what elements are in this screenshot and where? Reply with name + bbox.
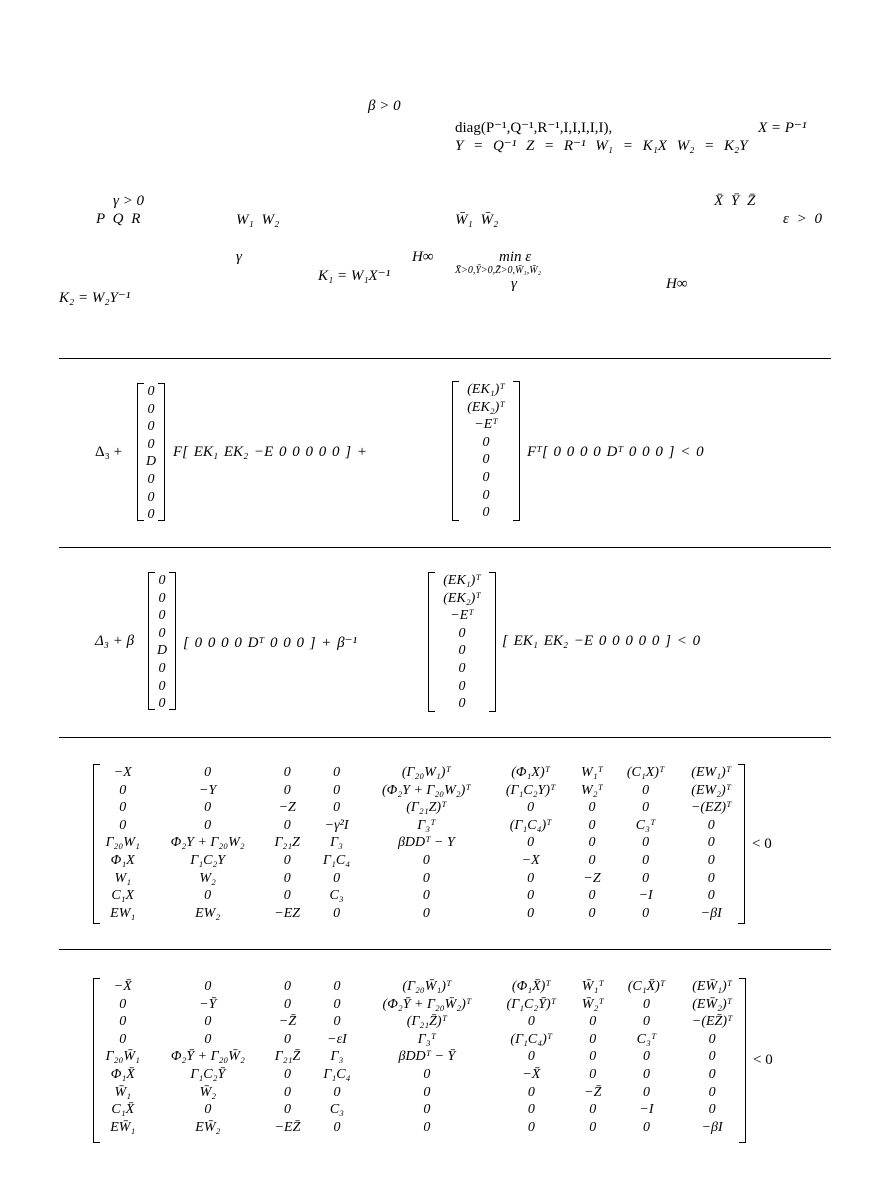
matrix-cell: 0 bbox=[707, 888, 715, 904]
h-infinity-symbol: H∞ bbox=[412, 249, 434, 265]
eq1-f-row: F[ EK₁ EK₂ −E 0 0 0 0 0 ] + bbox=[173, 444, 368, 460]
matrix-cell: W̄₂ᵀ bbox=[581, 996, 604, 1012]
eq1-col-a-entry: 0 bbox=[147, 489, 155, 505]
matrix-cell: Γ₃ᵀ bbox=[417, 1031, 437, 1047]
matrix-cell: 0 bbox=[284, 979, 291, 994]
matrix-cell: 0 bbox=[284, 1084, 291, 1100]
matrix-cell: 0 bbox=[527, 835, 535, 851]
matrix-cell: W̄₁ᵀ bbox=[581, 979, 604, 994]
matrix-cell: (C₁X)ᵀ bbox=[626, 765, 665, 780]
matrix-cell: (EW₂)ᵀ bbox=[691, 782, 732, 798]
matrix-cell: 0 bbox=[589, 1066, 597, 1082]
matrix-cell: 0 bbox=[119, 996, 127, 1012]
matrix-cell: 0 bbox=[283, 817, 291, 833]
matrix-cell: EW̄₂ bbox=[195, 1119, 221, 1135]
eq1-col-a-entry: D bbox=[145, 454, 157, 470]
matrix-cell: Γ₂₀W̄₁ bbox=[105, 1049, 140, 1065]
matrix-cell: −Z̄ bbox=[584, 1084, 602, 1100]
matrix-cell: C₃ bbox=[329, 1102, 345, 1118]
matrix-cell: 0 bbox=[588, 905, 596, 921]
gamma-condition: γ > 0 bbox=[113, 193, 145, 209]
w-variables: W₁ W₂ bbox=[236, 212, 280, 228]
matrix-cell: 0 bbox=[333, 1084, 341, 1100]
matrix-cell: −Z bbox=[583, 870, 601, 886]
matrix-cell: −(EZ̄)ᵀ bbox=[691, 1014, 733, 1030]
matrix-cell: EW₂ bbox=[195, 905, 221, 921]
matrix-cell: −(EZ)ᵀ bbox=[690, 800, 732, 816]
gamma-symbol: γ bbox=[236, 249, 242, 265]
eq2-col-b-entry: (EK₁)ᵀ bbox=[443, 573, 481, 588]
matrix-cell: (Γ₁C₄)ᵀ bbox=[509, 817, 552, 833]
matrix-cell: 0 bbox=[527, 870, 535, 886]
eq2-col-a-entry: 0 bbox=[158, 590, 166, 606]
diag-expression: diag(P⁻¹,Q⁻¹,R⁻¹,I,I,I,I,I), bbox=[455, 120, 613, 136]
eq2-row-b: [ EK₁ EK₂ −E 0 0 0 0 0 ] < 0 bbox=[502, 633, 701, 649]
matrix-cell: 0 bbox=[119, 817, 127, 833]
matrix-cell: 0 bbox=[589, 1119, 597, 1135]
matrix-cell: −εI bbox=[327, 1031, 347, 1047]
eq1-col-a-entry: 0 bbox=[147, 419, 155, 435]
w-bar-variables: W̄₁ W̄₂ bbox=[455, 212, 499, 228]
matrix-cell: 0 bbox=[589, 1014, 597, 1030]
matrix-row bbox=[93, 978, 746, 996]
matrix-cell: 0 bbox=[204, 1031, 212, 1047]
matrix-cell: Γ₁C₂Ȳ bbox=[190, 1066, 226, 1082]
matrix-row bbox=[93, 870, 745, 888]
matrix-cell: 0 bbox=[204, 979, 212, 994]
matrix-cell: Γ₁C₄ bbox=[323, 1066, 351, 1082]
matrix-cell: −X̄ bbox=[522, 1066, 541, 1082]
eq1-col-a-entry: 0 bbox=[147, 471, 155, 487]
matrix-cell: 0 bbox=[283, 782, 291, 798]
matrix-cell: −Ȳ bbox=[199, 996, 217, 1012]
eq1-col-a-entry: 0 bbox=[147, 401, 155, 417]
matrix-row bbox=[93, 834, 745, 852]
matrix-cell: 0 bbox=[588, 800, 596, 816]
matrix-row bbox=[93, 852, 745, 870]
eq1-col-a-entry: 0 bbox=[147, 436, 155, 452]
matrix-cell: (Γ₁C₄)ᵀ bbox=[510, 1031, 553, 1047]
matrix-cell: 0 bbox=[333, 905, 341, 921]
matrix-cell: 0 bbox=[589, 1031, 597, 1047]
matrix-cell: Γ₃ bbox=[330, 835, 343, 851]
matrix-cell: Φ₁X bbox=[110, 852, 135, 868]
divider-4 bbox=[59, 949, 831, 950]
matrix-cell: −βI bbox=[701, 1119, 723, 1135]
matrix-cell: −Z bbox=[278, 800, 296, 816]
matrix-cell: C₃ᵀ bbox=[635, 817, 656, 833]
matrix-cell: 0 bbox=[283, 852, 291, 868]
matrix-cell: 0 bbox=[708, 1049, 716, 1065]
eq1-ft-row: Fᵀ[ 0 0 0 0 Dᵀ 0 0 0 ] < 0 bbox=[527, 444, 704, 460]
matrix-cell: 0 bbox=[284, 1066, 291, 1082]
matrix-cell: (EW̄₂)ᵀ bbox=[692, 996, 733, 1012]
matrix-cell: 0 bbox=[204, 1014, 212, 1030]
matrix-cell: −Y bbox=[199, 782, 217, 798]
matrix-cell: Φ₁X̄ bbox=[110, 1066, 135, 1082]
matrix-row bbox=[93, 1101, 746, 1119]
matrix-cell: C₁X bbox=[111, 888, 135, 904]
matrix-cell: EW₁ bbox=[110, 905, 136, 921]
matrix-cell: Φ₂Ȳ + Γ₂₀W̄₂ bbox=[170, 1049, 245, 1065]
matrix-cell: 0 bbox=[204, 888, 212, 904]
matrix-cell: −Z̄ bbox=[278, 1014, 297, 1030]
matrix-row bbox=[93, 817, 745, 835]
divider-2 bbox=[59, 547, 831, 548]
eq1-col-b-entry: −Eᵀ bbox=[474, 417, 498, 433]
eq2-col-a-entry: 0 bbox=[158, 608, 166, 624]
k1-definition: K₁ = W₁X⁻¹ bbox=[318, 268, 391, 284]
matrix-cell: 0 bbox=[204, 817, 212, 833]
matrix-cell: 0 bbox=[642, 870, 650, 886]
matrix-cell: EW̄₁ bbox=[110, 1119, 136, 1135]
matrix-row bbox=[93, 1119, 746, 1137]
matrix-row bbox=[93, 782, 745, 800]
matrix-row bbox=[93, 887, 745, 905]
matrix-cell: 0 bbox=[284, 996, 291, 1012]
matrix-cell: W₂ᵀ bbox=[581, 782, 603, 798]
matrix-cell: 0 bbox=[642, 835, 650, 851]
matrix-cell: 0 bbox=[423, 1066, 431, 1082]
matrix-cell: 0 bbox=[283, 888, 291, 904]
matrix-cell: 0 bbox=[589, 1049, 597, 1065]
matrix-cell: Γ₃ bbox=[330, 1049, 344, 1065]
matrix-cell: 0 bbox=[527, 1119, 535, 1135]
matrix-cell: −I bbox=[639, 1102, 654, 1118]
matrix-cell: (Γ₁C₂Y)ᵀ bbox=[505, 782, 556, 798]
matrix-cell: 0 bbox=[707, 835, 715, 851]
matrix-cell: 0 bbox=[707, 870, 715, 886]
eq4-matrix bbox=[93, 978, 746, 1143]
matrix-cell: (Φ₁X̄)ᵀ bbox=[511, 979, 551, 994]
matrix-cell: (Φ₂Ȳ + Γ₂₀W̄₂)ᵀ bbox=[382, 996, 472, 1012]
matrix-cell: βDDᵀ − Y bbox=[397, 835, 455, 851]
matrix-cell: βDDᵀ − Ȳ bbox=[398, 1049, 456, 1065]
pqr-variables: P Q R bbox=[96, 211, 141, 227]
matrix-cell: −X bbox=[113, 765, 132, 780]
matrix-cell: 0 bbox=[588, 852, 596, 868]
matrix-cell: Γ₂₁Z̄ bbox=[274, 1049, 301, 1065]
matrix-cell: 0 bbox=[527, 1014, 535, 1030]
matrix-cell: C₃ bbox=[329, 888, 344, 904]
matrix-cell: 0 bbox=[423, 1102, 431, 1118]
matrix-cell: (Φ₁X)ᵀ bbox=[511, 765, 551, 780]
matrix-cell: −I bbox=[638, 888, 653, 904]
matrix-cell: 0 bbox=[589, 1102, 597, 1118]
matrix-cell: 0 bbox=[283, 765, 291, 780]
divider-1 bbox=[59, 358, 831, 359]
eq1-col-b-entry: 0 bbox=[482, 505, 490, 521]
matrix-cell: 0 bbox=[707, 817, 715, 833]
eq1-col-a-entry: 0 bbox=[147, 507, 155, 523]
eq2-col-a-entry: 0 bbox=[158, 660, 166, 676]
matrix-cell: (Γ₁C₂Ȳ)ᵀ bbox=[506, 996, 557, 1012]
matrix-cell: 0 bbox=[707, 852, 715, 868]
matrix-cell: 0 bbox=[708, 1084, 716, 1100]
matrix-cell: 0 bbox=[642, 1119, 650, 1135]
min-subscript: X̄>0,Ȳ>0,Z̄>0,W̄₁,W̄₂ bbox=[455, 265, 542, 276]
matrix-cell: (Γ₂₁Z̄)ᵀ bbox=[406, 1014, 447, 1030]
matrix-cell: 0 bbox=[333, 870, 341, 886]
matrix-cell: 0 bbox=[284, 1031, 291, 1047]
matrix-cell: W₁ bbox=[114, 870, 131, 886]
matrix-cell: 0 bbox=[333, 782, 341, 798]
k2-definition: K₂ = W₂Y⁻¹ bbox=[59, 290, 131, 306]
eq2-column-vector-b bbox=[428, 572, 496, 712]
epsilon-condition: ε > 0 bbox=[783, 211, 823, 227]
matrix-cell: −EZ̄ bbox=[274, 1119, 301, 1135]
eq2-delta: Δ₃ + β bbox=[95, 633, 135, 649]
eq3-relation: < 0 bbox=[752, 836, 772, 852]
matrix-cell: 0 bbox=[642, 1066, 650, 1082]
matrix-cell: 0 bbox=[333, 996, 341, 1012]
eq1-col-b-entry: (EK₁)ᵀ bbox=[467, 382, 505, 397]
matrix-cell: 0 bbox=[588, 835, 596, 851]
matrix-cell: 0 bbox=[119, 800, 127, 816]
matrix-cell: C₃ᵀ bbox=[636, 1031, 657, 1047]
matrix-cell: C₁X̄ bbox=[111, 1102, 135, 1118]
matrix-cell: 0 bbox=[708, 1102, 716, 1118]
eq2-col-b-entry: 0 bbox=[458, 678, 466, 694]
matrix-cell: 0 bbox=[527, 1049, 535, 1065]
matrix-cell: 0 bbox=[204, 1102, 212, 1118]
matrix-cell: 0 bbox=[333, 800, 341, 816]
matrix-cell: 0 bbox=[708, 1066, 716, 1082]
matrix-cell: 0 bbox=[119, 1014, 127, 1030]
matrix-cell: 0 bbox=[423, 1084, 431, 1100]
matrix-cell: 0 bbox=[333, 979, 341, 994]
matrix-row bbox=[93, 1084, 746, 1102]
matrix-cell: 0 bbox=[422, 870, 430, 886]
matrix-cell: 0 bbox=[422, 888, 430, 904]
eq1-col-b-entry: 0 bbox=[482, 434, 490, 450]
matrix-cell: Γ₂₁Z bbox=[274, 835, 300, 851]
divider-3 bbox=[59, 737, 831, 738]
eq1-delta: Δ₃ + bbox=[95, 444, 123, 460]
matrix-cell: 0 bbox=[642, 1014, 650, 1030]
variable-definitions: Y = Q⁻¹ Z = R⁻¹ W₁ = K₁X W₂ = K₂Y bbox=[455, 138, 748, 154]
matrix-cell: 0 bbox=[527, 1084, 535, 1100]
matrix-row bbox=[93, 1066, 746, 1084]
matrix-cell: 0 bbox=[642, 852, 650, 868]
matrix-cell: 0 bbox=[333, 1119, 341, 1135]
eq1-col-a-entry: 0 bbox=[147, 384, 155, 399]
matrix-cell: 0 bbox=[422, 852, 430, 868]
matrix-cell: (EW₁)ᵀ bbox=[691, 765, 732, 780]
matrix-cell: 0 bbox=[642, 905, 650, 921]
matrix-cell: −βI bbox=[700, 905, 722, 921]
matrix-cell: 0 bbox=[642, 800, 650, 816]
matrix-cell: 0 bbox=[333, 1014, 341, 1030]
matrix-cell: −γ²I bbox=[324, 817, 349, 833]
matrix-cell: (Γ₂₁Z)ᵀ bbox=[406, 800, 447, 816]
gamma-under-min: γ bbox=[511, 276, 517, 292]
eq1-col-b-entry: 0 bbox=[482, 452, 490, 468]
min-epsilon: min ε bbox=[499, 249, 532, 265]
matrix-cell: −EZ bbox=[274, 905, 301, 921]
eq2-col-a-entry: D bbox=[156, 643, 168, 659]
matrix-row bbox=[93, 764, 745, 782]
beta-condition: β > 0 bbox=[368, 98, 401, 114]
matrix-cell: (EW̄₁)ᵀ bbox=[692, 979, 733, 994]
eq3-matrix bbox=[93, 764, 745, 924]
matrix-row bbox=[93, 799, 745, 817]
matrix-cell: 0 bbox=[283, 870, 291, 886]
eq2-col-b-entry: (EK₂)ᵀ bbox=[443, 590, 481, 606]
matrix-cell: 0 bbox=[708, 1031, 716, 1047]
matrix-cell: 0 bbox=[642, 1049, 650, 1065]
matrix-cell: 0 bbox=[642, 1084, 650, 1100]
matrix-row bbox=[93, 1048, 746, 1066]
matrix-row bbox=[93, 996, 746, 1014]
eq2-col-a-entry: 0 bbox=[158, 678, 166, 694]
matrix-cell: 0 bbox=[527, 888, 535, 904]
matrix-cell: 0 bbox=[119, 1031, 127, 1047]
eq1-column-vector-a bbox=[137, 383, 165, 521]
matrix-cell: 0 bbox=[527, 905, 535, 921]
matrix-cell: 0 bbox=[642, 782, 650, 798]
matrix-row bbox=[93, 905, 745, 923]
matrix-row bbox=[93, 1031, 746, 1049]
eq1-col-b-entry: (EK₂)ᵀ bbox=[467, 399, 505, 415]
matrix-cell: −X̄ bbox=[113, 979, 132, 994]
matrix-cell: W₂ bbox=[199, 870, 216, 886]
matrix-cell: 0 bbox=[642, 996, 650, 1012]
h-infinity-symbol-2: H∞ bbox=[666, 276, 688, 292]
matrix-cell: 0 bbox=[422, 905, 430, 921]
matrix-cell: (Φ₂Y + Γ₂₀W₂)ᵀ bbox=[382, 782, 471, 798]
bar-variables: X̄ Ȳ Z̄ bbox=[714, 193, 756, 209]
matrix-cell: W̄₁ bbox=[114, 1084, 132, 1100]
matrix-cell: W̄₂ bbox=[199, 1084, 217, 1100]
matrix-cell: 0 bbox=[204, 765, 212, 780]
eq2-column-vector-a bbox=[148, 572, 176, 710]
matrix-cell: Γ₁C₂Y bbox=[190, 852, 226, 868]
eq2-col-b-entry: 0 bbox=[458, 625, 466, 641]
eq2-row-a: [ 0 0 0 0 Dᵀ 0 0 0 ] + β⁻¹ bbox=[183, 635, 358, 651]
eq4-relation: < 0 bbox=[753, 1052, 773, 1068]
eq2-col-a-entry: 0 bbox=[158, 625, 166, 641]
eq2-col-b-entry: 0 bbox=[458, 696, 466, 712]
matrix-cell: 0 bbox=[284, 1102, 291, 1118]
eq2-col-a-entry: 0 bbox=[158, 696, 166, 712]
eq1-col-b-entry: 0 bbox=[482, 487, 490, 503]
matrix-row bbox=[93, 1013, 746, 1031]
matrix-cell: −X bbox=[521, 852, 540, 868]
matrix-cell: 0 bbox=[588, 817, 596, 833]
x-definition: X = P⁻¹ bbox=[758, 120, 807, 136]
matrix-cell: 0 bbox=[333, 765, 341, 780]
matrix-cell: 0 bbox=[527, 800, 535, 816]
matrix-cell: W₁ᵀ bbox=[581, 765, 603, 780]
eq2-col-b-entry: 0 bbox=[458, 643, 466, 659]
matrix-cell: Γ₃ᵀ bbox=[417, 817, 436, 833]
eq1-column-vector-b bbox=[452, 381, 520, 521]
matrix-cell: 0 bbox=[119, 782, 127, 798]
matrix-cell: (Γ₂₀W̄₁)ᵀ bbox=[402, 979, 452, 994]
eq2-col-a-entry: 0 bbox=[158, 573, 166, 588]
matrix-cell: (C₁X̄)ᵀ bbox=[627, 979, 666, 994]
matrix-cell: 0 bbox=[527, 1102, 535, 1118]
eq1-col-b-entry: 0 bbox=[482, 469, 490, 485]
matrix-cell: 0 bbox=[588, 888, 596, 904]
matrix-cell: Γ₁C₄ bbox=[323, 852, 351, 868]
matrix-cell: (Γ₂₀W₁)ᵀ bbox=[401, 765, 451, 780]
eq2-col-b-entry: 0 bbox=[458, 660, 466, 676]
matrix-cell: Φ₂Y + Γ₂₀W₂ bbox=[170, 835, 245, 851]
matrix-cell: Γ₂₀W₁ bbox=[105, 835, 140, 851]
matrix-cell: 0 bbox=[204, 800, 212, 816]
eq2-col-b-entry: −Eᵀ bbox=[450, 608, 474, 624]
matrix-cell: 0 bbox=[423, 1119, 431, 1135]
